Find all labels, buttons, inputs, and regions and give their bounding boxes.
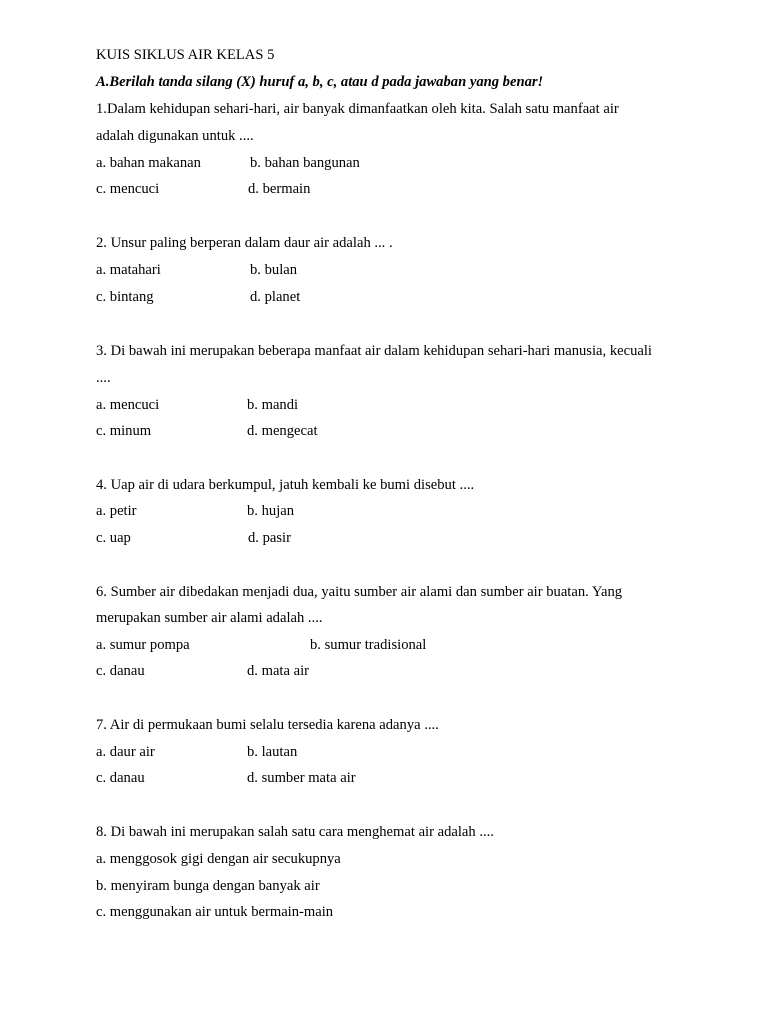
- question-6-text-line-2: merupakan sumber air alami adalah ....: [96, 610, 323, 626]
- question-8-text-line-1: 8. Di bawah ini merupakan salah satu cara menghemat air adalah ....: [96, 824, 494, 840]
- question-8-option-b[interactable]: b. menyiram bunga dengan banyak air: [96, 878, 320, 894]
- question-3-text-line-2: ....: [96, 370, 111, 386]
- question-3-options-row-1: [96, 396, 299, 414]
- question-2-options-row-1: [96, 261, 298, 279]
- question-4-options-row-1: [96, 502, 295, 520]
- document-title: KUIS SIKLUS AIR KELAS 5: [96, 47, 275, 63]
- question-6-option-b[interactable]: b. sumur tradisional: [310, 637, 427, 653]
- question-6-options-row-2: [96, 662, 309, 680]
- question-7-option-a[interactable]: a. daur air: [96, 744, 155, 760]
- question-4-option-b[interactable]: b. hujan: [247, 503, 295, 519]
- question-3-option-c[interactable]: c. minum: [96, 423, 152, 439]
- question-6-option-a[interactable]: a. sumur pompa: [96, 637, 190, 653]
- question-2-option-a[interactable]: a. matahari: [96, 262, 161, 278]
- question-2-option-b[interactable]: b. bulan: [250, 262, 298, 278]
- question-1-option-a[interactable]: a. bahan makanan: [96, 155, 201, 171]
- question-7-options-row-2: [96, 769, 356, 787]
- question-4-text-line-1: 4. Uap air di udara berkumpul, jatuh kembali ke bumi disebut ....: [96, 477, 475, 493]
- question-6-option-d[interactable]: d. mata air: [247, 663, 309, 679]
- question-6-options-row-1: [96, 636, 427, 654]
- question-7-option-d[interactable]: d. sumber mata air: [247, 770, 356, 786]
- question-3-option-a[interactable]: a. mencuci: [96, 397, 160, 413]
- question-8-option-c[interactable]: c. menggunakan air untuk bermain-main: [96, 904, 334, 920]
- question-3-option-d[interactable]: d. mengecat: [247, 423, 318, 439]
- question-1-options-row-1: [96, 154, 360, 172]
- question-7-text-line-1: 7. Air di permukaan bumi selalu tersedia karena adanya ....: [96, 717, 439, 733]
- question-4-option-a[interactable]: a. petir: [96, 503, 137, 519]
- question-7-options-row-1: [96, 743, 298, 761]
- question-3-text-line-1: 3. Di bawah ini merupakan beberapa manfaat air dalam kehidupan sehari-hari manusia, kecuali: [96, 343, 652, 359]
- question-1-option-d[interactable]: d. bermain: [248, 181, 311, 197]
- question-3-options-row-2: [96, 422, 318, 440]
- question-4-option-d[interactable]: d. pasir: [248, 530, 291, 546]
- question-3-option-b[interactable]: b. mandi: [247, 397, 299, 413]
- instruction-text: A.Berilah tanda silang (X) huruf a, b, c, atau d pada jawaban yang benar!: [96, 74, 544, 90]
- question-2-option-d[interactable]: d. planet: [250, 289, 301, 305]
- question-4-options-row-2: [96, 529, 291, 547]
- question-2-text-line-1: 2. Unsur paling berperan dalam daur air adalah ... .: [96, 235, 393, 251]
- question-4-option-c[interactable]: c. uap: [96, 530, 131, 546]
- question-1-options-row-2: [96, 180, 311, 198]
- question-2-options-row-2: [96, 288, 301, 306]
- question-6-option-c[interactable]: c. danau: [96, 663, 145, 679]
- question-1-text-line-1: 1.Dalam kehidupan sehari-hari, air banyak dimanfaatkan oleh kita. Salah satu manfaat air: [96, 101, 619, 117]
- question-7-option-b[interactable]: b. lautan: [247, 744, 298, 760]
- question-6-text-line-1: 6. Sumber air dibedakan menjadi dua, yaitu sumber air alami dan sumber air buatan. Yang: [96, 584, 623, 600]
- question-2-option-c[interactable]: c. bintang: [96, 289, 154, 305]
- question-1-option-b[interactable]: b. bahan bangunan: [250, 155, 360, 171]
- question-1-option-c[interactable]: c. mencuci: [96, 181, 160, 197]
- question-8-option-a[interactable]: a. menggosok gigi dengan air secukupnya: [96, 851, 341, 867]
- question-1-text-line-2: adalah digunakan untuk ....: [96, 128, 254, 144]
- question-7-option-c[interactable]: c. danau: [96, 770, 145, 786]
